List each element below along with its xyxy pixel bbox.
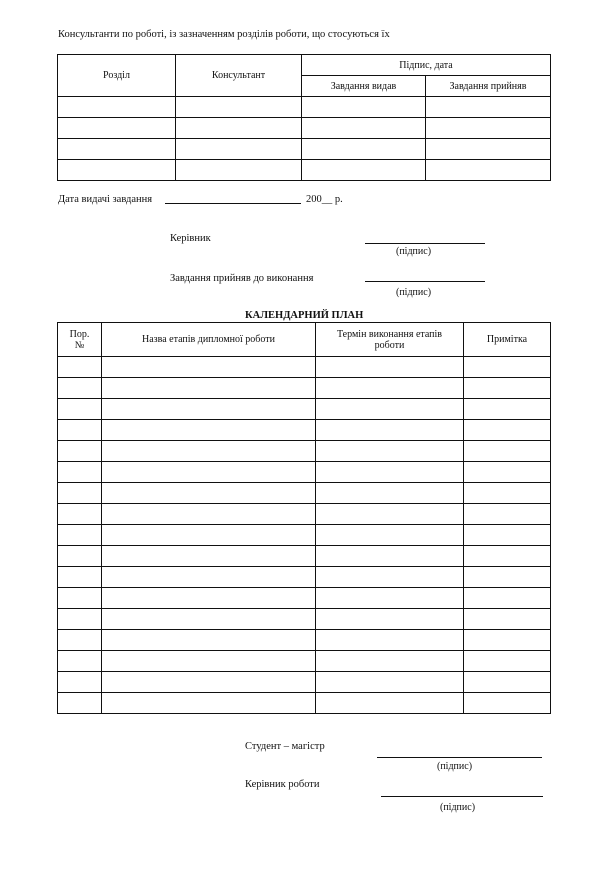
table-row bbox=[58, 97, 551, 118]
consultants-table bbox=[57, 54, 551, 181]
table-cell[interactable] bbox=[58, 483, 102, 504]
table-cell[interactable] bbox=[426, 139, 551, 160]
table-cell[interactable] bbox=[58, 97, 176, 118]
table-cell[interactable] bbox=[464, 672, 551, 693]
task-accepted-label: Завдання прийняв до виконання bbox=[170, 273, 314, 284]
work-supervisor-label: Керівник роботи bbox=[245, 779, 320, 790]
table-cell[interactable] bbox=[316, 609, 464, 630]
table-cell[interactable] bbox=[302, 160, 426, 181]
issue-date-label: Дата видачі завдання bbox=[58, 194, 153, 205]
table-cell[interactable] bbox=[102, 357, 316, 378]
header-task-issued: Завдання видав bbox=[302, 76, 426, 97]
supervisor-signature-note: (підпис) bbox=[396, 246, 432, 257]
student-label: Студент – магістр bbox=[245, 741, 325, 752]
table-cell[interactable] bbox=[464, 546, 551, 567]
table-row bbox=[58, 609, 551, 630]
table-cell[interactable] bbox=[316, 399, 464, 420]
table-cell[interactable] bbox=[102, 693, 316, 714]
table-cell[interactable] bbox=[464, 357, 551, 378]
table-cell[interactable] bbox=[316, 630, 464, 651]
table-cell[interactable] bbox=[316, 420, 464, 441]
table-cell[interactable] bbox=[316, 483, 464, 504]
table-cell[interactable] bbox=[102, 630, 316, 651]
table-cell[interactable] bbox=[464, 630, 551, 651]
table-cell[interactable] bbox=[58, 588, 102, 609]
table-row bbox=[58, 378, 551, 399]
table-cell[interactable] bbox=[102, 672, 316, 693]
table-cell[interactable] bbox=[464, 588, 551, 609]
table-cell[interactable] bbox=[176, 118, 302, 139]
table-row bbox=[58, 588, 551, 609]
student-signature-note: (підпис) bbox=[437, 761, 473, 772]
table-cell[interactable] bbox=[102, 567, 316, 588]
consultants-heading: Консультанти по роботі, із зазначенням розділів роботи, що стосуються їх bbox=[58, 29, 390, 40]
table-row bbox=[58, 399, 551, 420]
table-cell[interactable] bbox=[316, 588, 464, 609]
table-cell[interactable] bbox=[316, 651, 464, 672]
work-supervisor-signature-line[interactable] bbox=[381, 796, 543, 797]
header-deadline: Термін виконання етапів роботи bbox=[316, 323, 464, 357]
table-cell[interactable] bbox=[316, 378, 464, 399]
table-cell[interactable] bbox=[58, 693, 102, 714]
table-cell[interactable] bbox=[176, 139, 302, 160]
table-cell[interactable] bbox=[58, 160, 176, 181]
table-cell[interactable] bbox=[58, 525, 102, 546]
table-row bbox=[58, 567, 551, 588]
table-row bbox=[58, 357, 551, 378]
issue-date-line[interactable] bbox=[165, 203, 301, 204]
table-cell[interactable] bbox=[58, 420, 102, 441]
table-row bbox=[58, 504, 551, 525]
table-cell[interactable] bbox=[464, 504, 551, 525]
table-cell[interactable] bbox=[316, 672, 464, 693]
table-cell[interactable] bbox=[58, 672, 102, 693]
table-row bbox=[58, 118, 551, 139]
table-cell[interactable] bbox=[102, 462, 316, 483]
table-cell[interactable] bbox=[316, 504, 464, 525]
table-cell[interactable] bbox=[316, 462, 464, 483]
table-cell[interactable] bbox=[464, 525, 551, 546]
table-cell[interactable] bbox=[102, 441, 316, 462]
table-row bbox=[58, 139, 551, 160]
table-row bbox=[58, 441, 551, 462]
table-cell[interactable] bbox=[316, 567, 464, 588]
table-row bbox=[58, 420, 551, 441]
table-cell[interactable] bbox=[316, 546, 464, 567]
table-cell[interactable] bbox=[464, 693, 551, 714]
table-cell[interactable] bbox=[102, 546, 316, 567]
table-cell[interactable] bbox=[464, 441, 551, 462]
table-cell[interactable] bbox=[302, 139, 426, 160]
student-signature-line[interactable] bbox=[377, 757, 542, 758]
header-task-accepted: Завдання прийняв bbox=[426, 76, 551, 97]
table-cell[interactable] bbox=[58, 118, 176, 139]
calendar-plan-title: КАЛЕНДАРНИЙ ПЛАН bbox=[245, 310, 364, 321]
table-row bbox=[58, 160, 551, 181]
work-supervisor-signature-note: (підпис) bbox=[440, 802, 476, 813]
issue-date-year: 200__ р. bbox=[306, 194, 343, 205]
table-cell[interactable] bbox=[58, 504, 102, 525]
table-row bbox=[58, 525, 551, 546]
table-cell[interactable] bbox=[58, 651, 102, 672]
header-signature-date: Підпис, дата bbox=[302, 55, 551, 76]
table-cell[interactable] bbox=[302, 118, 426, 139]
table-cell[interactable] bbox=[58, 357, 102, 378]
table-cell[interactable] bbox=[316, 693, 464, 714]
table-cell[interactable] bbox=[102, 651, 316, 672]
table-cell[interactable] bbox=[58, 441, 102, 462]
table-cell[interactable] bbox=[58, 399, 102, 420]
table-row bbox=[58, 693, 551, 714]
task-accepted-signature-note: (підпис) bbox=[396, 287, 432, 298]
table-cell[interactable] bbox=[58, 546, 102, 567]
table-row bbox=[58, 651, 551, 672]
table-cell[interactable] bbox=[464, 483, 551, 504]
table-row bbox=[58, 672, 551, 693]
table-cell[interactable] bbox=[464, 378, 551, 399]
table-cell[interactable] bbox=[102, 420, 316, 441]
header-stage-name: Назва етапів дипломної роботи bbox=[102, 323, 316, 357]
header-number: Пор. № bbox=[58, 323, 102, 357]
table-cell[interactable] bbox=[426, 160, 551, 181]
table-cell[interactable] bbox=[176, 97, 302, 118]
table-cell[interactable] bbox=[464, 420, 551, 441]
table-cell[interactable] bbox=[58, 609, 102, 630]
header-section: Розділ bbox=[58, 55, 176, 97]
task-accepted-signature-line[interactable] bbox=[365, 281, 485, 282]
table-cell[interactable] bbox=[316, 441, 464, 462]
table-cell[interactable] bbox=[316, 525, 464, 546]
calendar-plan-table bbox=[57, 322, 551, 714]
table-cell[interactable] bbox=[58, 139, 176, 160]
table-cell[interactable] bbox=[102, 378, 316, 399]
table-row bbox=[58, 483, 551, 504]
table-cell[interactable] bbox=[464, 651, 551, 672]
table-row bbox=[58, 546, 551, 567]
table-cell[interactable] bbox=[176, 160, 302, 181]
table-cell[interactable] bbox=[58, 462, 102, 483]
table-cell[interactable] bbox=[102, 504, 316, 525]
table-cell[interactable] bbox=[102, 525, 316, 546]
header-consultant: Консультант bbox=[176, 55, 302, 97]
supervisor-signature-line[interactable] bbox=[365, 243, 485, 244]
table-cell[interactable] bbox=[464, 567, 551, 588]
supervisor-label: Керівник bbox=[170, 233, 211, 244]
table-cell[interactable] bbox=[102, 609, 316, 630]
table-cell[interactable] bbox=[464, 462, 551, 483]
table-row bbox=[58, 630, 551, 651]
table-cell[interactable] bbox=[102, 399, 316, 420]
table-cell[interactable] bbox=[464, 609, 551, 630]
header-note: Примітка bbox=[464, 323, 551, 357]
table-cell[interactable] bbox=[426, 97, 551, 118]
table-cell[interactable] bbox=[102, 483, 316, 504]
table-cell[interactable] bbox=[302, 97, 426, 118]
table-cell[interactable] bbox=[58, 630, 102, 651]
table-cell[interactable] bbox=[102, 588, 316, 609]
table-cell[interactable] bbox=[426, 118, 551, 139]
table-cell[interactable] bbox=[316, 357, 464, 378]
table-row bbox=[58, 462, 551, 483]
table-cell[interactable] bbox=[58, 567, 102, 588]
table-cell[interactable] bbox=[58, 378, 102, 399]
table-cell[interactable] bbox=[464, 399, 551, 420]
